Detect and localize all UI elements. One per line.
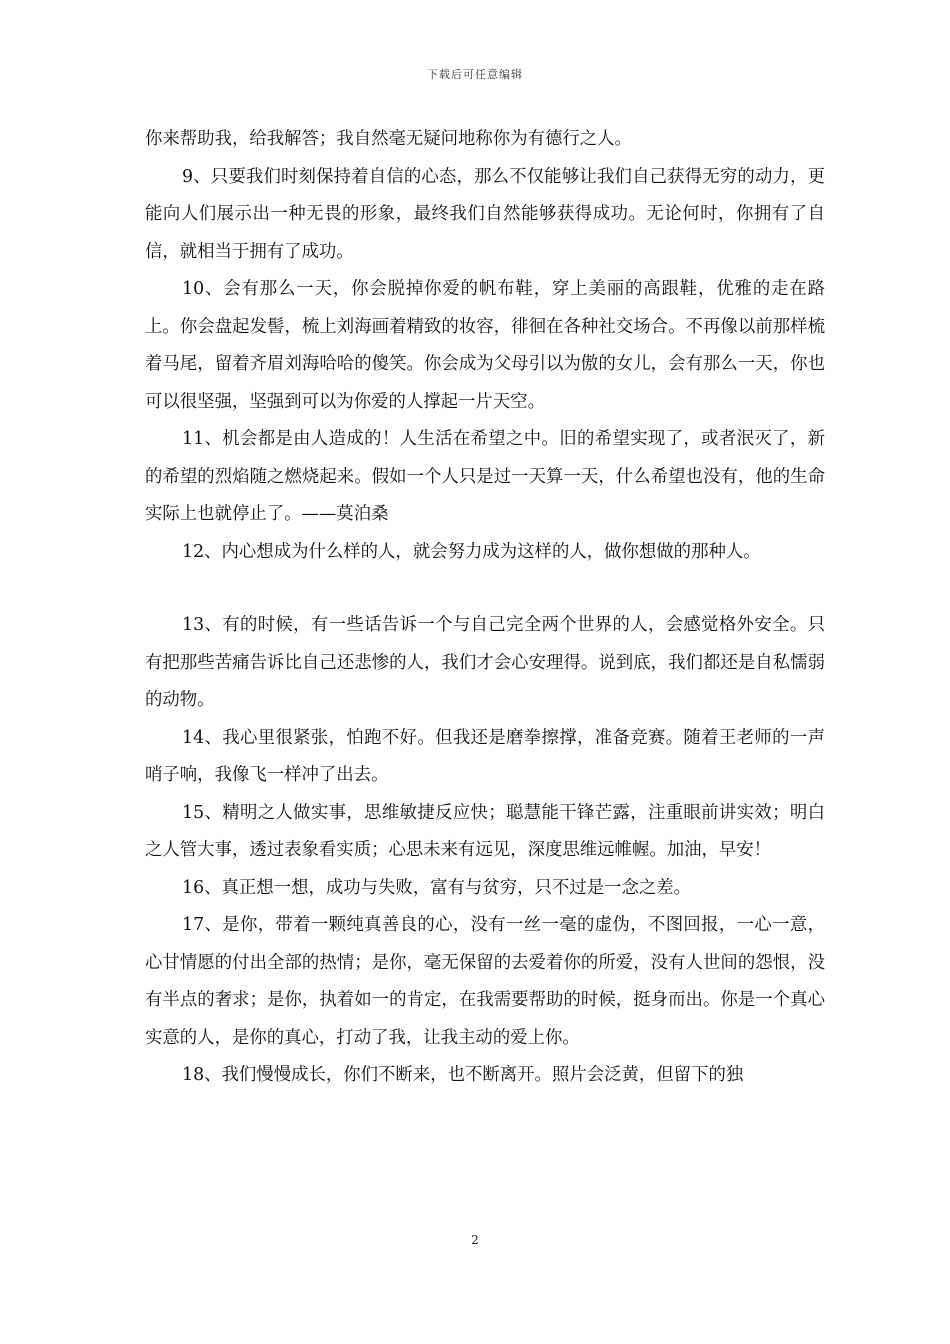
paragraph-15: 15、精明之人做实事，思维敏捷反应快；聪慧能干锋芒露，注重眼前讲实效；明白之人管大事，透过表象看实质；心思未来有远见，深度思维远帷幄。加油，早安！ — [145, 802, 825, 860]
paragraph-16: 16、真正想一想，成功与失败，富有与贫穷，只不过是一念之差。 — [182, 877, 692, 898]
paragraph-10: 10、会有那么一天，你会脱掉你爱的帆布鞋，穿上美丽的高跟鞋，优雅的走在路上。你会盘起发髻，梳上刘海画着精致的妆容，徘徊在各种社交场合。不再像以前那样梳着马尾，留着齐眉刘海哈哈的傻笑。你会成为父母引以为傲的女儿，会有那么一天，你也可以很坚强，坚强到可以为你爱的人撑起一片天空。 — [145, 279, 825, 412]
paragraph-13: 13、有的时候，有一些话告诉一个与自己完全两个世界的人，会感觉格外安全。只有把那些苦痛告诉比自己还悲惨的人，我们才会心安理得。说到底，我们都还是自私懦弱的动物。 — [145, 615, 825, 710]
paragraph-11: 11、机会都是由人造成的！人生活在希望之中。旧的希望实现了，或者泯灭了，新的希望的烈焰随之燃烧起来。假如一个人只是过一天算一天，什么希望也没有，他的生命实际上也就停止了。——莫泊桑 — [145, 429, 825, 524]
paragraph-9: 9、只要我们时刻保持着自信的心态，那么不仅能够让我们自己获得无穷的动力，更能向人们展示出一种无畏的形象，最终我们自然能够获得成功。无论何时，你拥有了自信，就相当于拥有了成功。 — [145, 166, 825, 262]
document-body — [145, 121, 825, 1095]
paragraph-14: 14、我心里很紧张，怕跑不好。但我还是磨拳擦撑，准备竞赛。随着王老师的一声哨子响，我像飞一样冲了出去。 — [145, 727, 825, 785]
paragraph-12: 12、内心想成为什么样的人，就会努力成为这样的人，做你想做的那种人。 — [182, 541, 761, 562]
page-number: 2 — [471, 1233, 479, 1247]
paragraph-17: 17、是你，带着一颗纯真善良的心，没有一丝一毫的虚伪，不图回报，一心一意，心甘情愿的付出全部的热情；是你，毫无保留的去爱着你的所爱，没有人世间的怨恨，没有半点的奢求；是你，执着如一的肯定，在我需要帮助的时候，挺身而出。你是一个真心实意的人，是你的真心，打动了我，让我主动的爱上你。 — [145, 915, 825, 1048]
paragraph-continuation: 你来帮助我，给我解答；我自然毫无疑问地称你为有德行之人。 — [145, 129, 632, 149]
paragraph-18: 18、我们慢慢成长，你们不断来，也不断离开。照片会泛黄，但留下的独 — [182, 1065, 744, 1085]
page-header: 下载后可任意编辑 — [427, 68, 523, 81]
